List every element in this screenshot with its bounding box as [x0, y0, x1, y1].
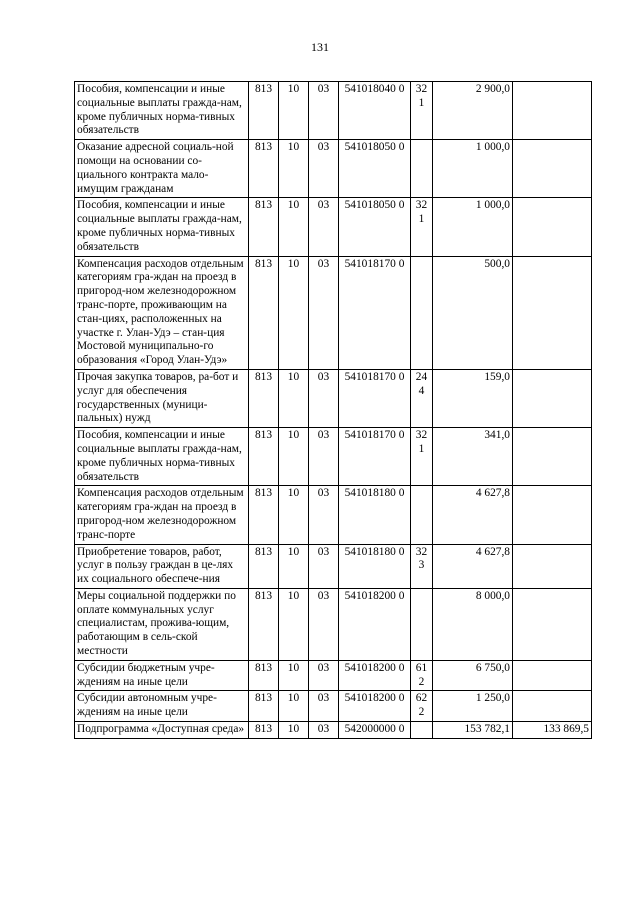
row-subsection-cell: 03 — [309, 428, 339, 486]
row-amount-2-cell — [513, 660, 592, 691]
row-amount-2-cell — [513, 428, 592, 486]
row-name-cell: Подпрограмма «Доступная среда» — [75, 722, 249, 739]
table-row — [75, 722, 592, 739]
row-section-cell: 10 — [279, 256, 309, 369]
row-name-cell: Компенсация расходов отдельным категориям гра-ждан на проезд в пригород-ном железнодорожном транс-порте — [75, 486, 249, 544]
row-target-article-cell: 541018050 0 — [339, 198, 411, 256]
row-expense-type-cell: 32 1 — [411, 428, 433, 486]
row-amount-1-cell: 6 750,0 — [433, 660, 513, 691]
row-amount-2-cell — [513, 369, 592, 427]
row-section-cell: 10 — [279, 544, 309, 588]
row-ministry-cell: 813 — [249, 369, 279, 427]
table-row — [75, 82, 592, 140]
row-subsection-cell: 03 — [309, 82, 339, 140]
row-ministry-cell: 813 — [249, 256, 279, 369]
row-expense-type-cell — [411, 588, 433, 660]
row-section-cell: 10 — [279, 660, 309, 691]
row-amount-1-cell: 159,0 — [433, 369, 513, 427]
row-name-cell: Пособия, компенсации и иные социальные выплаты гражда-нам, кроме публичных норма-тивных обязательств — [75, 198, 249, 256]
row-ministry-cell: 813 — [249, 660, 279, 691]
row-target-article-cell: 541018170 0 — [339, 428, 411, 486]
row-amount-1-cell: 1 000,0 — [433, 140, 513, 198]
row-ministry-cell: 813 — [249, 588, 279, 660]
row-expense-type-cell: 32 1 — [411, 198, 433, 256]
row-amount-2-cell: 133 869,5 — [513, 722, 592, 739]
row-expense-type-cell: 62 2 — [411, 691, 433, 722]
row-amount-2-cell — [513, 140, 592, 198]
row-expense-type-cell: 32 1 — [411, 82, 433, 140]
row-ministry-cell: 813 — [249, 544, 279, 588]
page-number: 131 — [311, 40, 329, 54]
table-row — [75, 544, 592, 588]
row-amount-1-cell: 2 900,0 — [433, 82, 513, 140]
row-ministry-cell: 813 — [249, 486, 279, 544]
row-amount-1-cell: 1 250,0 — [433, 691, 513, 722]
row-target-article-cell: 541018050 0 — [339, 140, 411, 198]
budget-table — [74, 81, 592, 739]
row-amount-1-cell: 1 000,0 — [433, 198, 513, 256]
row-section-cell: 10 — [279, 428, 309, 486]
row-ministry-cell: 813 — [249, 691, 279, 722]
table-row — [75, 140, 592, 198]
row-expense-type-cell: 32 3 — [411, 544, 433, 588]
row-section-cell: 10 — [279, 691, 309, 722]
row-ministry-cell: 813 — [249, 428, 279, 486]
row-name-cell: Оказание адресной социаль-ной помощи на основании со-циального контракта мало-имущим гражданам — [75, 140, 249, 198]
row-ministry-cell: 813 — [249, 722, 279, 739]
row-amount-2-cell — [513, 544, 592, 588]
row-subsection-cell: 03 — [309, 140, 339, 198]
row-name-cell: Прочая закупка товаров, ра-бот и услуг для обеспечения государственных (муници-пальных) нужд — [75, 369, 249, 427]
row-target-article-cell: 541018200 0 — [339, 660, 411, 691]
row-target-article-cell: 541018180 0 — [339, 486, 411, 544]
row-section-cell: 10 — [279, 369, 309, 427]
row-amount-2-cell — [513, 198, 592, 256]
table-row — [75, 660, 592, 691]
row-ministry-cell: 813 — [249, 140, 279, 198]
row-amount-2-cell — [513, 82, 592, 140]
row-expense-type-cell — [411, 722, 433, 739]
table-row — [75, 256, 592, 369]
row-subsection-cell: 03 — [309, 722, 339, 739]
row-amount-2-cell — [513, 486, 592, 544]
row-subsection-cell: 03 — [309, 256, 339, 369]
row-subsection-cell: 03 — [309, 369, 339, 427]
table-row — [75, 428, 592, 486]
row-target-article-cell: 541018170 0 — [339, 369, 411, 427]
row-expense-type-cell — [411, 486, 433, 544]
row-target-article-cell: 541018200 0 — [339, 588, 411, 660]
table-row — [75, 691, 592, 722]
row-name-cell: Субсидии автономным учре-ждениям на иные цели — [75, 691, 249, 722]
row-subsection-cell: 03 — [309, 691, 339, 722]
row-target-article-cell: 541018200 0 — [339, 691, 411, 722]
row-target-article-cell: 541018170 0 — [339, 256, 411, 369]
row-section-cell: 10 — [279, 140, 309, 198]
row-name-cell: Приобретение товаров, работ, услуг в пользу граждан в це-лях их социального обеспече-ния — [75, 544, 249, 588]
table-row — [75, 198, 592, 256]
row-target-article-cell: 542000000 0 — [339, 722, 411, 739]
row-subsection-cell: 03 — [309, 544, 339, 588]
row-ministry-cell: 813 — [249, 82, 279, 140]
row-amount-1-cell: 153 782,1 — [433, 722, 513, 739]
row-subsection-cell: 03 — [309, 198, 339, 256]
row-section-cell: 10 — [279, 82, 309, 140]
row-subsection-cell: 03 — [309, 660, 339, 691]
row-name-cell: Пособия, компенсации и иные социальные выплаты гражда-нам, кроме публичных норма-тивных обязательств — [75, 82, 249, 140]
row-subsection-cell: 03 — [309, 588, 339, 660]
row-name-cell: Меры социальной поддержки по оплате коммунальных услуг специалистам, прожива-ющим, работающим в сель-ской местности — [75, 588, 249, 660]
row-expense-type-cell: 61 2 — [411, 660, 433, 691]
table-row — [75, 588, 592, 660]
row-name-cell: Пособия, компенсации и иные социальные выплаты гражда-нам, кроме публичных норма-тивных обязательств — [75, 428, 249, 486]
row-expense-type-cell — [411, 256, 433, 369]
row-expense-type-cell: 24 4 — [411, 369, 433, 427]
row-section-cell: 10 — [279, 198, 309, 256]
row-section-cell: 10 — [279, 722, 309, 739]
row-section-cell: 10 — [279, 588, 309, 660]
row-target-article-cell: 541018040 0 — [339, 82, 411, 140]
row-expense-type-cell — [411, 140, 433, 198]
table-row — [75, 486, 592, 544]
row-amount-2-cell — [513, 691, 592, 722]
row-ministry-cell: 813 — [249, 198, 279, 256]
row-amount-1-cell: 500,0 — [433, 256, 513, 369]
row-amount-2-cell — [513, 256, 592, 369]
row-amount-1-cell: 4 627,8 — [433, 486, 513, 544]
row-amount-1-cell: 8 000,0 — [433, 588, 513, 660]
row-target-article-cell: 541018180 0 — [339, 544, 411, 588]
row-name-cell: Компенсация расходов отдельным категориям гра-ждан на проезд в пригород-ном железнодорожном транс-порте, проживающим на стан-циях, расположенных на участке г. Улан-Удэ – стан-ция Мостовой муниципально-го образования «Город Улан-Удэ» — [75, 256, 249, 369]
row-amount-2-cell — [513, 588, 592, 660]
row-amount-1-cell: 341,0 — [433, 428, 513, 486]
table-row — [75, 369, 592, 427]
row-name-cell: Субсидии бюджетным учре-ждениям на иные цели — [75, 660, 249, 691]
row-subsection-cell: 03 — [309, 486, 339, 544]
row-section-cell: 10 — [279, 486, 309, 544]
row-amount-1-cell: 4 627,8 — [433, 544, 513, 588]
